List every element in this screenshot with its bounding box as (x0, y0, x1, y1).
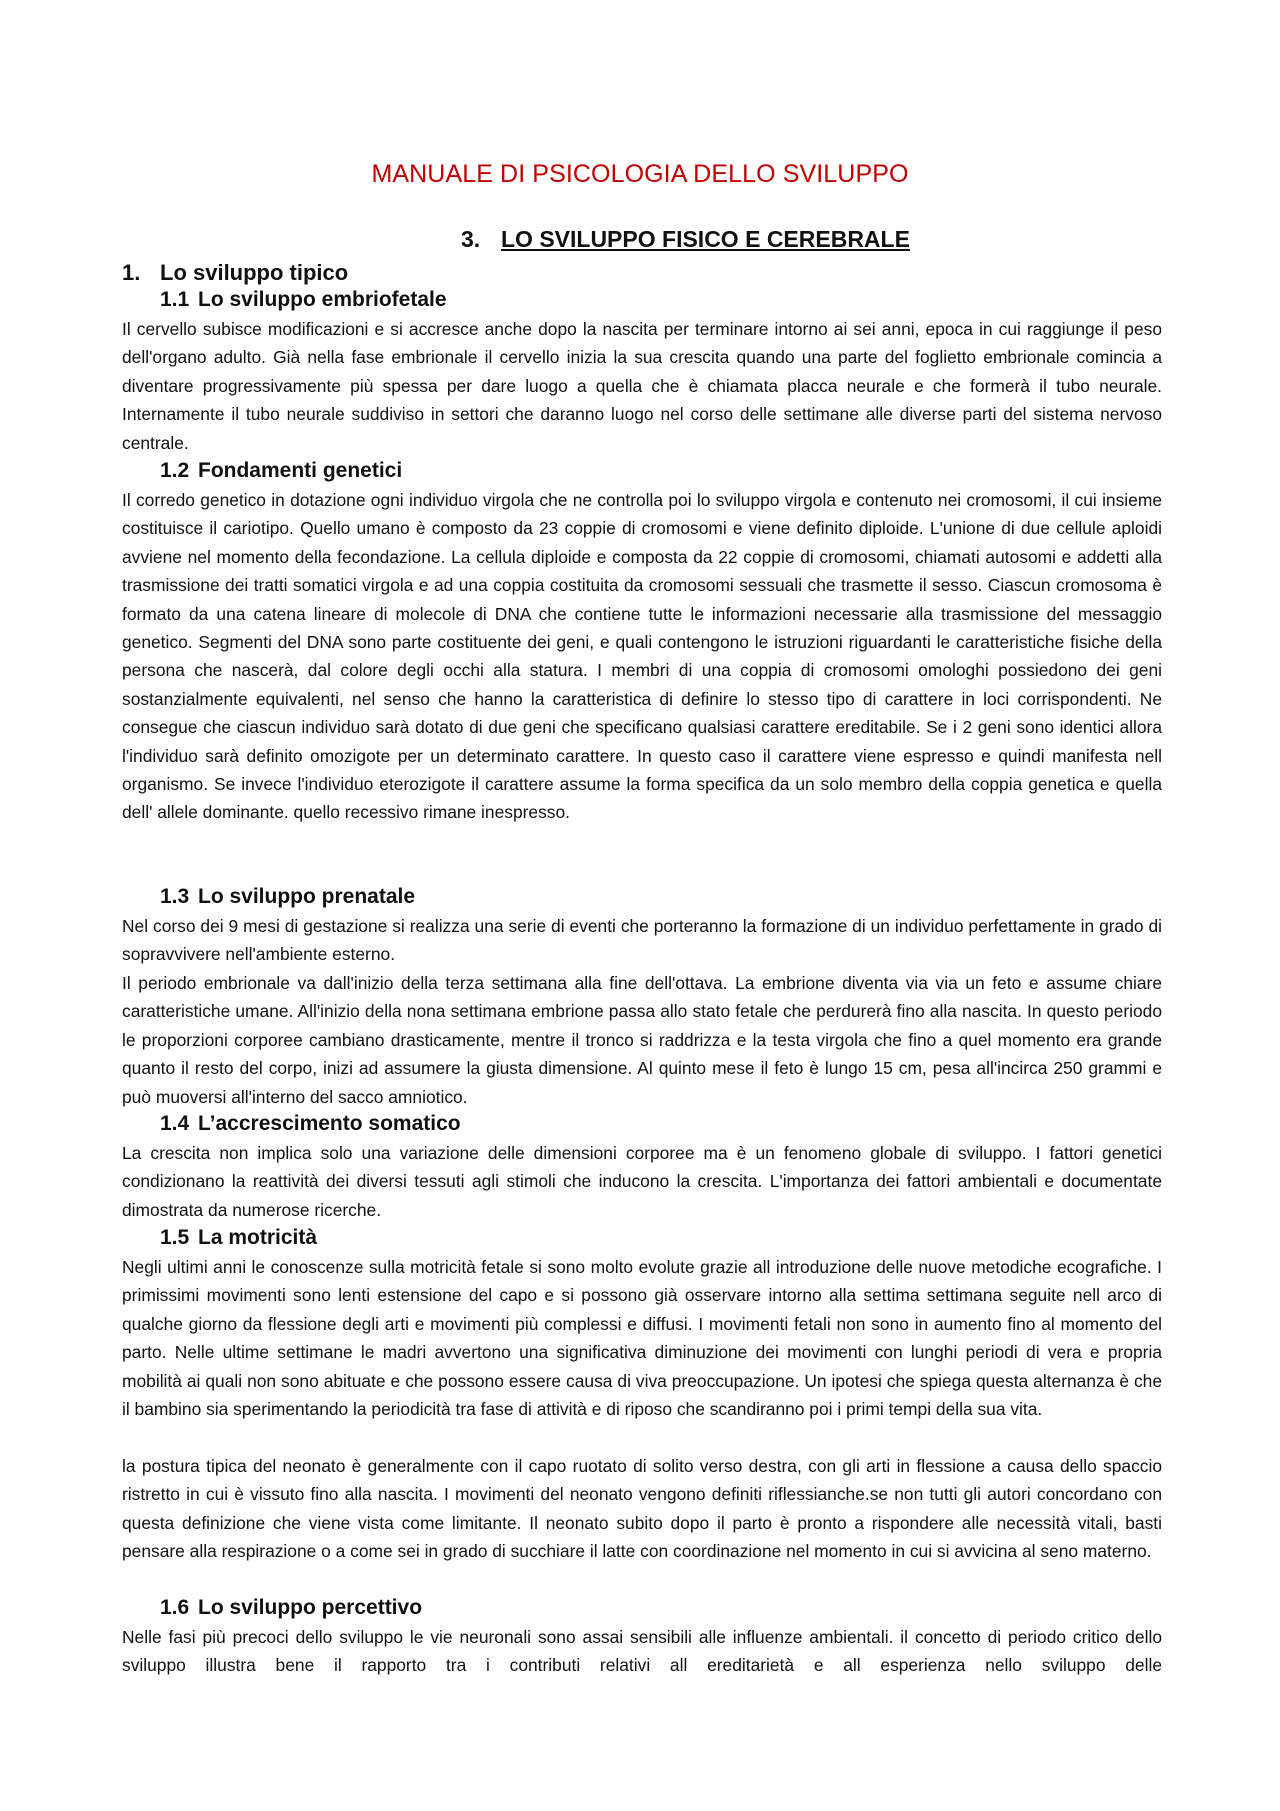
subsection-title: Lo sviluppo percettivo (198, 1596, 423, 1619)
chapter-title: LO SVILUPPO FISICO E CEREBRALE (501, 226, 910, 252)
subsection-number: 1.6 (160, 1596, 190, 1619)
subsection-title: La motricità (198, 1226, 318, 1249)
subsection-title: L’accrescimento somatico (198, 1112, 461, 1135)
section-heading (122, 258, 348, 288)
subsection-title: Lo sviluppo prenatale (198, 885, 416, 908)
paragraph: Il periodo embrionale va dall'inizio della terza settimana alla fine dell'ottava. La embrione diventa via via un feto e assume chiare caratteristiche umane. All'inizio della nona settimana embrione passa allo stato fetale che perdurerà fino alla nascita. In questo periodo le proporzioni corporee cambiano drasticamente, mentre il tronco si raddrizza e la testa virgola che fino a quel momento era grande quanto il resto del corpo, inizi ad assumere la giusta dimensione. Al quinto mese il feto è lungo 15 cm, pesa all'incirca 250 grammi e può muoversi all'interno del sacco amniotico. (122, 973, 1162, 1107)
subsection-heading-1-2 (160, 457, 402, 485)
subsection-number: 1.4 (160, 1112, 190, 1135)
paragraph: La crescita non implica solo una variazione delle dimensioni corporee ma è un fenomeno globale di sviluppo. I fattori genetici condizionano la reattività dei diversi tessuti agli stimoli che inducono la crescita. L'importanza dei fattori ambientali e documentate dimostrata da numerose ricerche. (122, 1143, 1162, 1220)
subsection-heading-1-5 (160, 1224, 317, 1252)
subsection-title: Lo sviluppo embriofetale (198, 288, 447, 311)
section-number: 1. (122, 260, 141, 285)
paragraph: la postura tipica del neonato è generalmente con il capo ruotato di solito verso destra, con gli arti in flessione a causa dello spaccio ristretto in cui è vissuto fino alla nascita. I movimenti del neonato vengono definiti riflessianche.se non tutti gli autori concordano con questa definizione che viene vista come limitante. Il neonato subito dopo il parto è pronto a rispondere alle necessità vitali, basti pensare alla respirazione o a come sei in grado di succhiare il latte con coordinazione nel momento in cui si avvicina al seno materno. (122, 1456, 1162, 1562)
paragraph: Il cervello subisce modificazioni e si accresce anche dopo la nascita per terminare intorno ai sei anni, epoca in cui raggiunge il peso dell'organo adulto. Già nella fase embrionale il cervello inizia la sua crescita quando una parte del foglietto embrionale comincia a diventare progressivamente più spessa per dare luogo a quella che è chiamata placca neurale e che formerà il tubo neurale. Internamente il tubo neurale suddiviso in settori che daranno luogo nel corso delle settimane alle diverse parti del sistema nervoso centrale. (122, 319, 1162, 453)
chapter-number: 3. (461, 226, 481, 252)
subsection-number: 1.2 (160, 459, 190, 482)
subsection-heading-1-4 (160, 1110, 461, 1138)
subsection-number: 1.3 (160, 885, 190, 908)
subsection-heading-1-3 (160, 883, 415, 911)
subsection-heading-1-1 (160, 286, 447, 314)
subsection-number: 1.1 (160, 288, 190, 311)
paragraph: Il corredo genetico in dotazione ogni individuo virgola che ne controlla poi lo sviluppo virgola e contenuto nei cromosomi, il cui insieme costituisce il cariotipo. Quello umano è composto da 23 coppie di cromosomi e viene definito diploide. L'unione di due cellule aploidi avviene nel momento della fecondazione. La cellula diploide e composta da 22 coppie di cromosomi, chiamati autosomi e addetti alla trasmissione dei tratti somatici virgola e ad una coppia costituita da cromosomi sessuali che trasmette il sesso. Ciascun cromosoma è formato da una catena lineare di molecole di DNA che contiene tutte le informazioni necessarie alla trasmissione del messaggio genetico. Segmenti del DNA sono parte costituente dei geni, e quali contengono le istruzioni riguardanti le caratteristiche fisiche della persona che nascerà, dal colore degli occhi alla statura. I membri di una coppia di cromosomi omologhi possiedono dei geni sostanzialmente equivalenti, nel senso che hanno la caratteristica di definire lo stesso tipo di carattere in loci corrispondenti. Ne consegue che ciascun individuo sarà dotato di due geni che specificano qualsiasi carattere ereditabile. Se i 2 geni sono identici allora l'individuo sarà definito omozigote per un determinato carattere. In questo caso il carattere viene espresso e quindi manifesta nell organismo. Se invece l'individuo eterozigote il carattere assume la forma specifica da un solo membro della coppia genetica e quella dell' allele dominante. quello recessivo rimane inespresso. (122, 490, 1162, 823)
paragraph: Negli ultimi anni le conoscenze sulla motricità fetale si sono molto evolute grazie all introduzione delle nuove metodiche ecografiche. I primissimi movimenti sono lenti estensione del capo e si possono già osservare intorno alla settima settimana seguite nell arco di qualche giorno da flessione degli arti e movimenti più complessi e diffusi. I movimenti fetali non sono in aumento fino al momento del parto. Nelle ultime settimane le madri avvertono una significativa diminuzione dei movimenti con lunghi periodi di vera e propria mobilità ai quali non sono abituate e che possono essere causa di viva preoccupazione. Un ipotesi che spiega questa alternanza è che il bambino sia sperimentando la periodicità tra fase di attività e di riposo che scandiranno poi i primi tempi della sua vita. (122, 1257, 1162, 1420)
paragraph: Nel corso dei 9 mesi di gestazione si realizza una serie di eventi che porteranno la formazione di un individuo perfettamente in grado di sopravvivere nell'ambiente esterno. (122, 916, 1162, 965)
subsection-number: 1.5 (160, 1226, 190, 1249)
subsection-title: Fondamenti genetici (198, 459, 403, 482)
paragraph: Nelle fasi più precoci dello sviluppo le vie neuronali sono assai sensibili alle influenze ambientali. il concetto di periodo critico dello sviluppo illustra bene il rapporto tra i contributi relativi all ereditarietà e all esperienza nello sviluppo delle (122, 1627, 1162, 1676)
chapter-heading (461, 224, 910, 254)
subsection-heading-1-6 (160, 1594, 422, 1622)
section-title: Lo sviluppo tipico (160, 260, 349, 285)
document-title: MANUALE DI PSICOLOGIA DELLO SVILUPPO (371, 160, 909, 188)
